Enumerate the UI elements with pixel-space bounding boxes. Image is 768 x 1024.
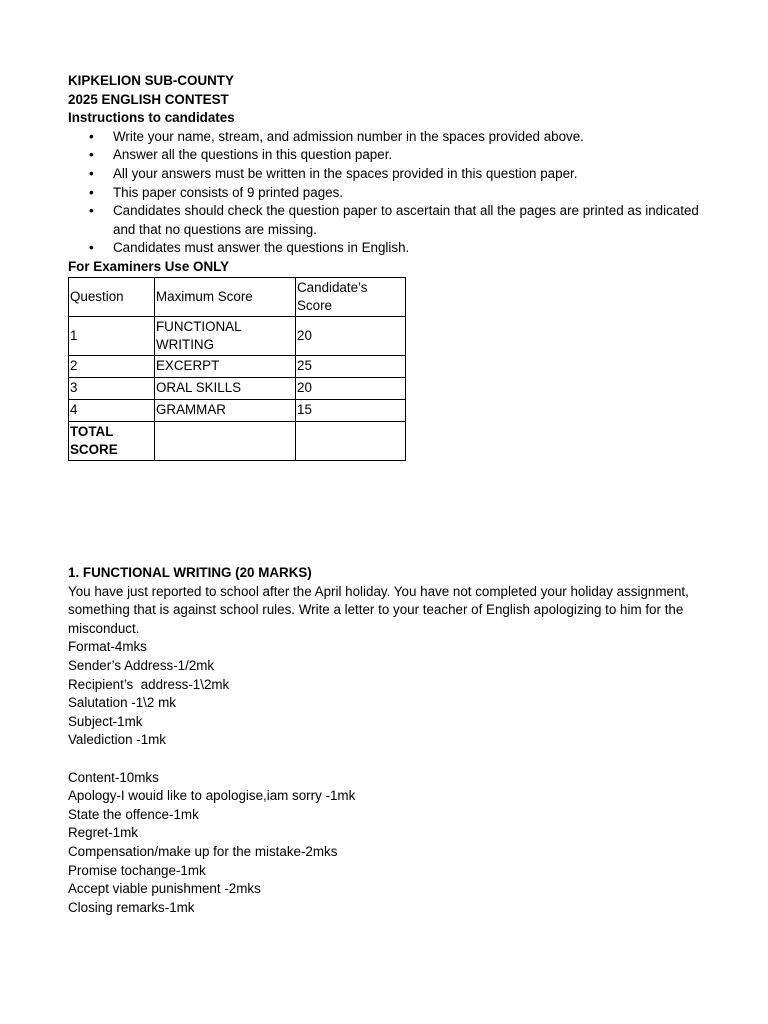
marking-line: Promise tochange-1mk	[68, 862, 206, 878]
marking-line: Regret-1mk	[68, 825, 138, 841]
marking-line: Compensation/make up for the mistake-2mks	[68, 843, 338, 859]
marking-line: Apology-I wouid like to apologise,iam sorry -1mk	[68, 788, 356, 804]
instruction-item: • Answer all the questions in this question paper.	[113, 146, 708, 165]
instruction-item: • Candidates should check the question paper to ascertain that all the pages are printed as indicated and that no questions are missing.	[113, 202, 708, 239]
table-cell: 15	[296, 399, 406, 421]
table-cell: 20	[296, 377, 406, 399]
table-header-cell: Question	[69, 277, 155, 316]
examiners-title: For Examiners Use ONLY	[68, 258, 230, 274]
question-prompt: You have just reported to school after the April holiday. You have not completed your holiday assignment, something that is against school rules. Write a letter to your teacher of English apologizing to him for the misconduct.	[68, 583, 689, 636]
total-score-label: TOTAL SCORE	[69, 421, 155, 460]
marking-line: Valediction -1mk	[68, 732, 166, 748]
marking-line: Content-10mks	[68, 769, 159, 785]
table-cell: 3	[69, 377, 155, 399]
total-score-cell	[155, 421, 296, 460]
instruction-item: • This paper consists of 9 printed pages.	[113, 184, 708, 203]
functional-writing-section	[68, 564, 708, 917]
marking-line: Sender’s Address-1/2mk	[68, 657, 215, 673]
table-cell: FUNCTIONAL WRITING	[155, 316, 296, 355]
instructions-title: Instructions to candidates	[68, 110, 235, 126]
total-score-row	[69, 421, 406, 460]
instructions-list	[68, 128, 708, 258]
table-row	[69, 377, 406, 399]
contest-heading: 2025 ENGLISH CONTEST	[68, 91, 229, 107]
instruction-item: • Candidates must answer the questions in English.	[113, 239, 708, 258]
table-cell: EXCERPT	[155, 355, 296, 377]
marking-line: Recipient’s address-1\2mk	[68, 676, 230, 692]
table-row	[69, 316, 406, 355]
marking-line: Closing remarks-1mk	[68, 899, 195, 915]
table-header-cell: Candidate’s Score	[296, 277, 406, 316]
exam-cover	[68, 72, 708, 461]
table-header-row	[69, 277, 406, 316]
table-cell: GRAMMAR	[155, 399, 296, 421]
marking-line: Subject-1mk	[68, 713, 143, 729]
spacer	[68, 750, 708, 769]
marking-line: Format-4mks	[68, 639, 147, 655]
table-cell: 2	[69, 355, 155, 377]
examiners-score-table	[68, 277, 406, 461]
section-title: 1. FUNCTIONAL WRITING (20 MARKS)	[68, 565, 312, 580]
marking-line: Salutation -1\2 mk	[68, 695, 176, 711]
marking-line: Accept viable punishment -2mks	[68, 881, 261, 897]
table-row	[69, 399, 406, 421]
table-header-cell: Maximum Score	[155, 277, 296, 316]
table-cell: ORAL SKILLS	[155, 377, 296, 399]
sub-county-heading: KIPKELION SUB-COUNTY	[68, 73, 234, 88]
total-candidate-score-cell	[296, 421, 406, 460]
table-row	[69, 355, 406, 377]
table-cell: 20	[296, 316, 406, 355]
table-cell: 1	[69, 316, 155, 355]
instruction-item: • Write your name, stream, and admission number in the spaces provided above.	[113, 128, 708, 147]
table-cell: 4	[69, 399, 155, 421]
marking-line: State the offence-1mk	[68, 806, 199, 822]
table-cell: 25	[296, 355, 406, 377]
instruction-item: • All your answers must be written in the spaces provided in this question paper.	[113, 165, 708, 184]
